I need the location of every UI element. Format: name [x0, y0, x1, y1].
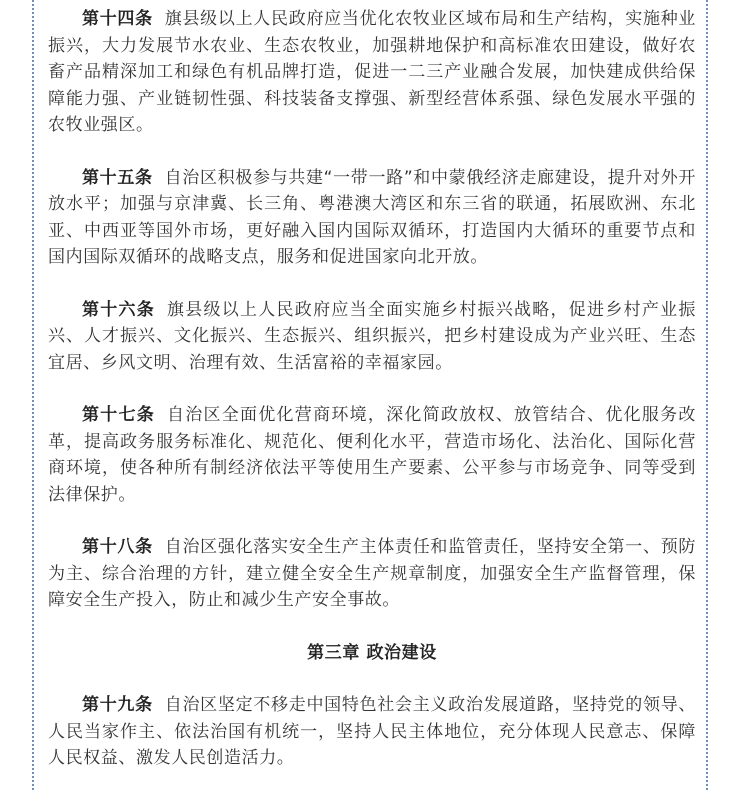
article-text: 自治区全面优化营商环境，深化简政放权、放管结合、优化服务改革，提高政务服务标准化、规范化、便利化水平，营造市场化、法治化、国际化营商环境，使各种所有制经济依法平等使用生产要素、公平参与市场竞争、同等受到法律保护。 [48, 405, 696, 505]
article-text: 自治区积极参与共建“一带一路”和中蒙俄经济走廊建设，提升对外开放水平；加强与京津冀、长三角、粤港澳大湾区和东三省的联通，拓展欧洲、东北亚、中西亚等国外市场，更好融入国内国际双循环，打造国内大循环的重要节点和国内国际双循环的战略支点，服务和促进国家向北开放。 [48, 167, 696, 267]
article-17 [48, 402, 696, 508]
chapter-heading: 第三章 政治建设 [307, 642, 437, 663]
article-number: 第十八条 [82, 537, 153, 557]
article-number: 第十六条 [82, 299, 156, 320]
article-14 [48, 6, 696, 139]
article-number: 第十七条 [82, 405, 156, 425]
article-15 [48, 165, 696, 271]
article-text: 自治区强化落实安全生产主体责任和监管责任，坚持安全第一、预防为主、综合治理的方针，建立健全安全生产规章制度，加强安全生产监督管理，保障安全生产投入，防止和减少生产安全事故。 [48, 537, 697, 610]
article-text: 自治区坚定不移走中国特色社会主义政治发展道路，坚持党的领导、人民当家作主、依法治国有机统一，坚持人民主体地位，充分体现人民意志、保障人民权益、激发人民创造活力。 [48, 695, 697, 768]
article-number: 第十九条 [82, 695, 153, 715]
article-19 [48, 692, 696, 772]
article-number: 第十五条 [82, 167, 153, 188]
article-18 [48, 534, 696, 614]
article-number: 第十四条 [82, 9, 153, 29]
article-text: 旗县级以上人民政府应当优化农牧业区域布局和生产结构，实施种业振兴，大力发展节水农业、生态农牧业，加强耕地保护和高标准农田建设，做好农畜产品精深加工和绿色有机品牌打造，促进一二三产业融合发展，加快建成供给保障能力强、产业链韧性强、科技装备支撑强、新型经营体系强、绿色发展水平强的农牧业强区。 [48, 9, 697, 135]
article-16 [48, 297, 696, 377]
article-text: 旗县级以上人民政府应当全面实施乡村振兴战略，促进乡村产业振兴、人才振兴、文化振兴、生态振兴、组织振兴，把乡村建设成为产业兴旺、生态宜居、乡风文明、治理有效、生活富裕的幸福家园。 [48, 299, 696, 373]
document-body [48, 6, 696, 798]
